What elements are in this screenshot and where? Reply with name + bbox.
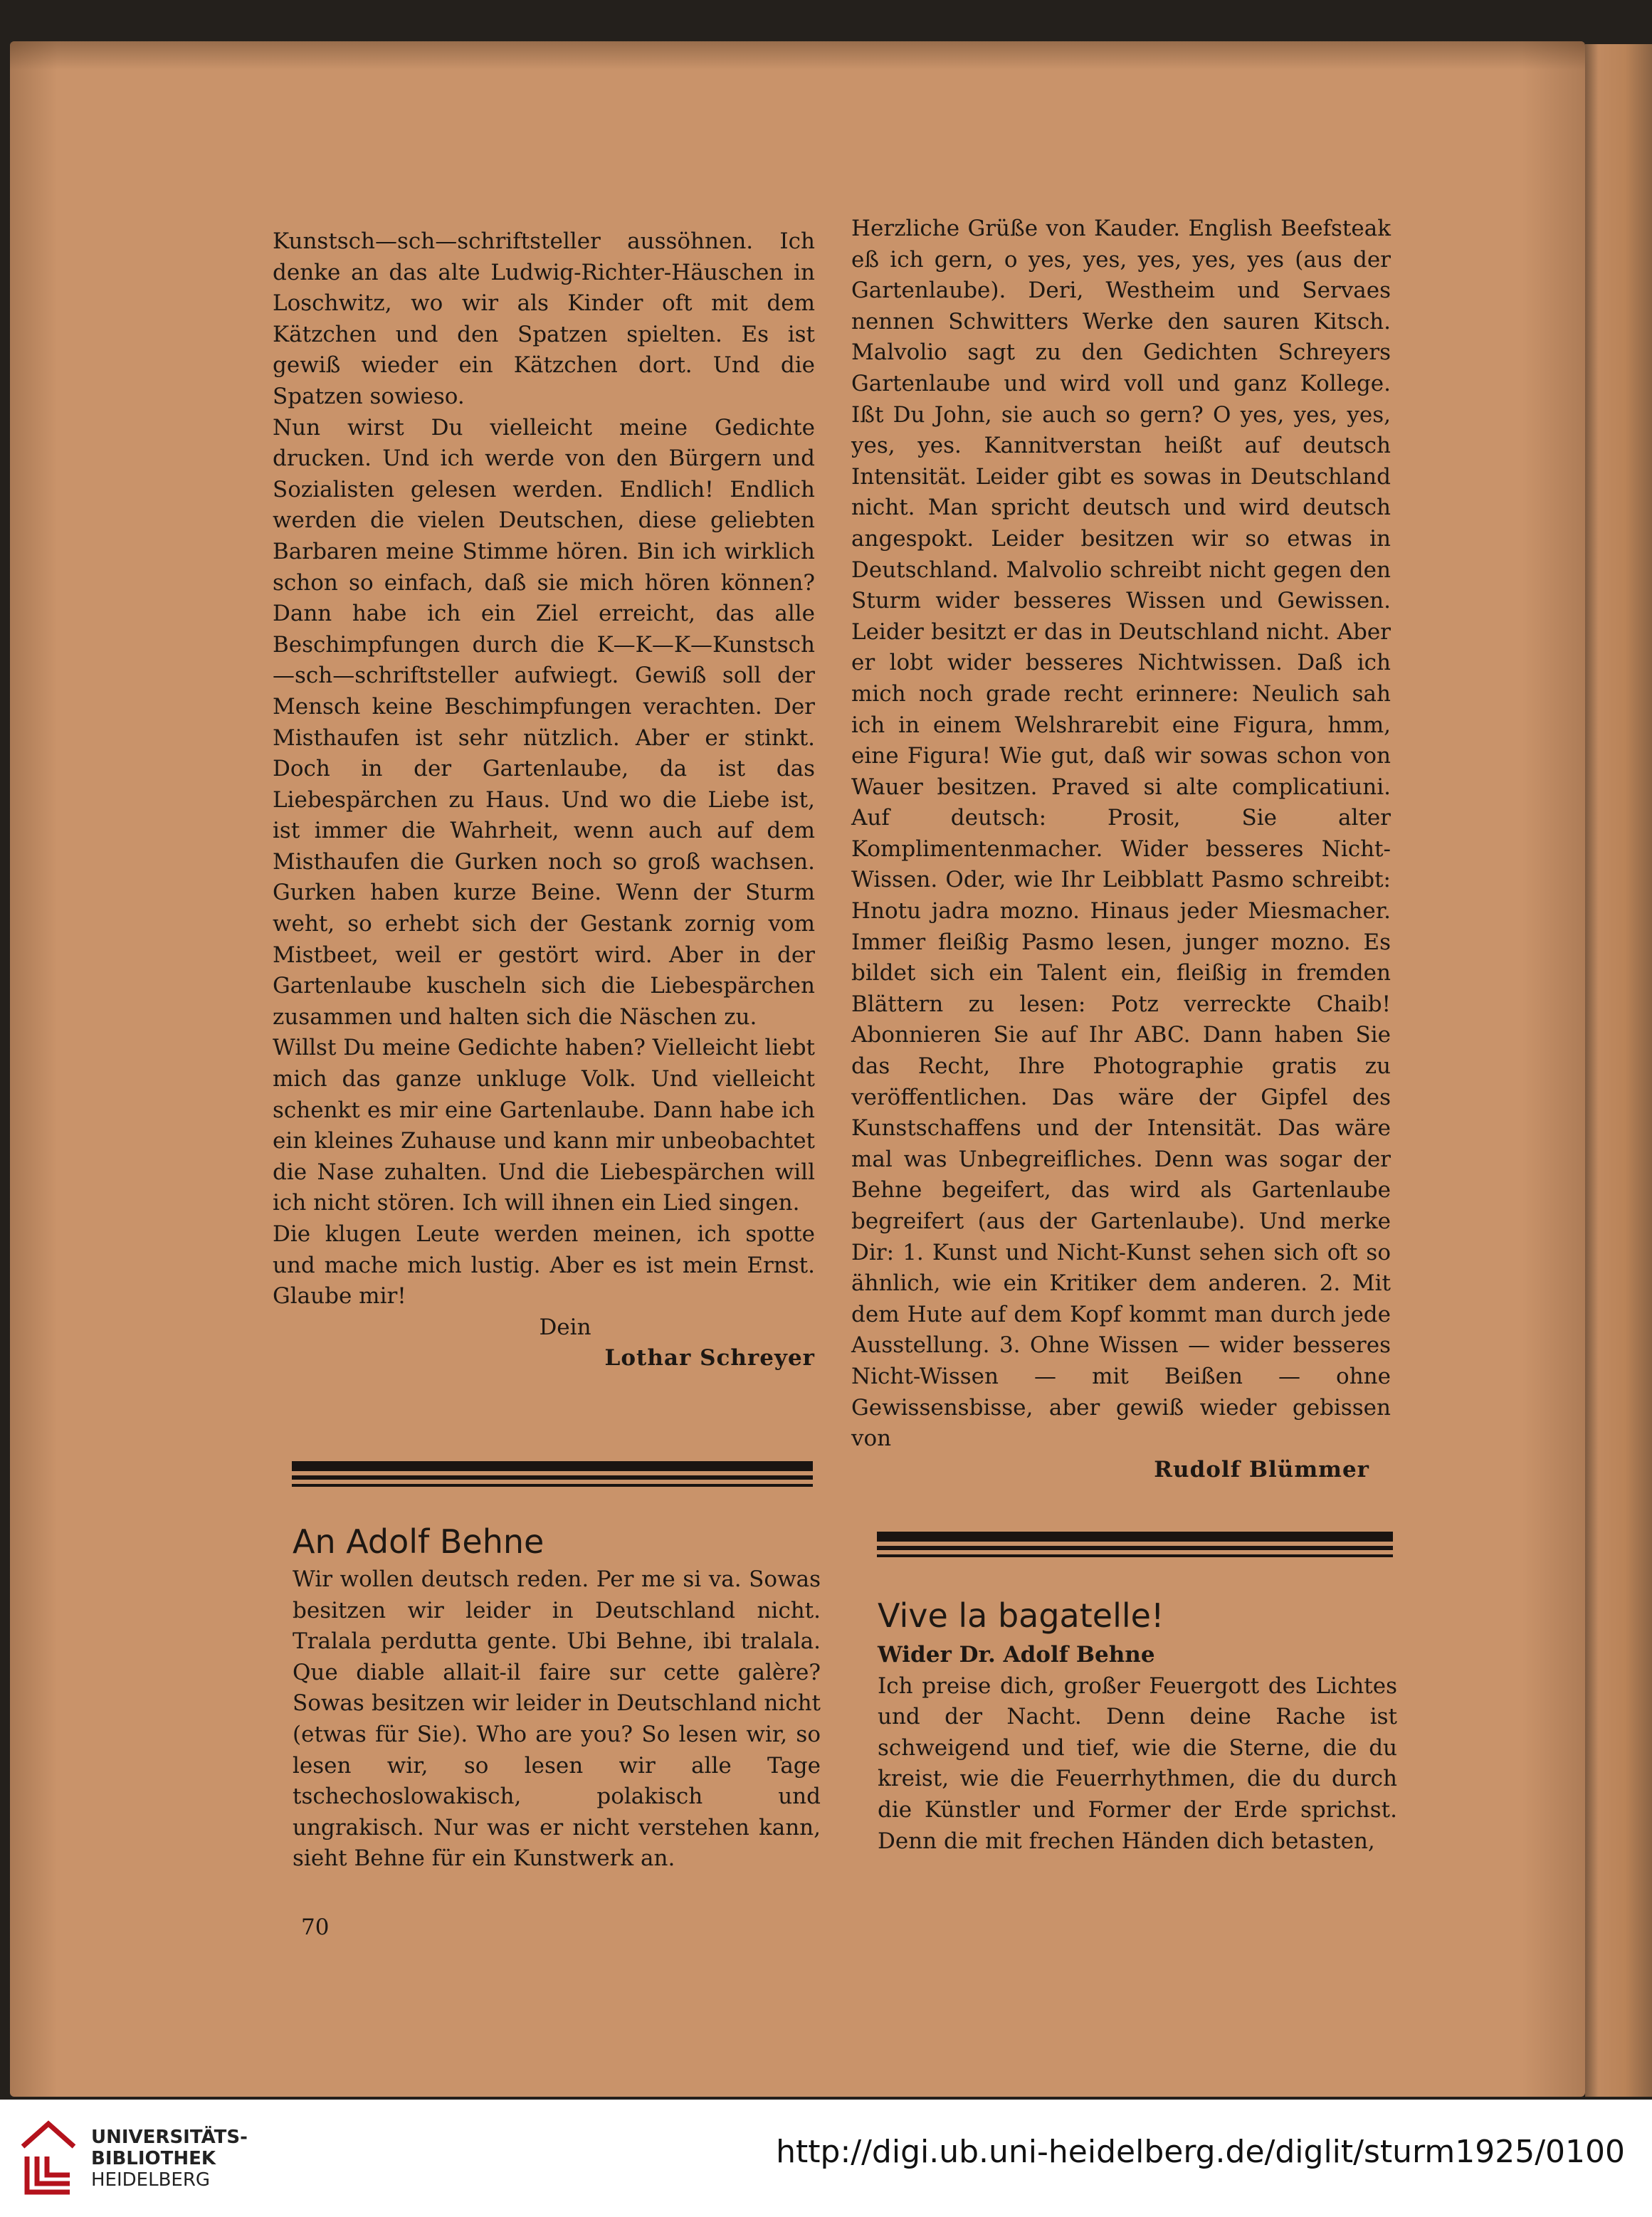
left-paragraph-4: Die klugen Leute werden meinen, ich spotte und mache mich lustig. Aber es ist mein Ernst. Glaube mir! xyxy=(273,1221,815,1310)
digitization-footer xyxy=(0,2100,1652,2217)
left-divider-thick xyxy=(292,1461,813,1471)
right-paragraph-1: Herzliche Grüße von Kauder. English Beefsteak eß ich gern, o yes, yes, yes, yes, yes (aus der Gartenlaube). Deri, Westheim und Servaes nennen Schwitters Werke den sauren Kitsch. Malvolio sagt zu den Gedichten Schreyers Gartenlaube und wird voll und ganz Kollege. Ißt Du John, sie auch so gern? O yes, yes, yes, yes, yes. Kannitverstan heißt auf deutsch Intensität. Leider gibt es sowas in Deutschland nicht. Man spricht deutsch und wird deutsch angespokt. Leider besitzen wir so etwas in Deutschland. Malvolio schreibt nicht gegen den Sturm wider besseres Wissen und Gewissen. Leider besitzt er das in Deutschland nicht. Aber er lobt wider besseres Nichtwissen. Daß ich mich noch grade recht erinnere: Neulich sah ich in einem Welshrarebit eine Figura, hmm, eine Figura! Wie gut, daß wir sowas schon von Wauer besitzen. Praved si alte complicatiuni. Auf deutsch: Prosit, Sie alter Komplimentenmacher. Wider besseres Nicht-Wissen. Oder, wie Ihr Leibblatt Pasmo schreibt: Hnotu jadra mozno. Hinaus jeder Miesmacher. Immer fleißig Pasmo lesen, junger mozno. Es bildet sich ein Talent ein, fleißig in fremden Blättern zu lesen: Potz verreckte Chaib! Abonnieren Sie auf Ihr ABC. Dann haben Sie das Recht, Ihre Photographie gratis zu veröffentlichen. Das wäre der Gipfel des Kunstschaffens und der Intensität. Das wäre mal was Unbegreifliches. Denn was sogar der Behne begeifert, das wird als Gartenlaube begreifert (aus der Gartenlaube). Und merke Dir: 1. Kunst und Nicht-Kunst sehen sich oft so ähnlich, wie ein Kritiker dem anderen. 2. Mit dem Hute auf dem Kopf kommt man durch jede Ausstellung. 3. Ohne Wissen — wider besseres Nicht-Wissen — mit Beißen — ohne Gewissensbisse, aber gewiß wieder gebissen von xyxy=(851,216,1391,1452)
article-subtitle: Wider Dr. Adolf Behne xyxy=(878,1642,1155,1668)
signature-bluemmer: Rudolf Blümmer xyxy=(1154,1456,1369,1483)
left-paragraph-1: Kunstsch—sch—schriftsteller aussöhnen. Ich denke an das alte Ludwig-Richter-Häuschen in Loschwitz, wo wir als Kinder oft mit dem Kätzchen und den Spatzen spielten. Es ist gewiß wieder ein Kätzchen dort. Und die Spatzen sowieso. xyxy=(273,228,815,409)
signature-schreyer: Lothar Schreyer xyxy=(604,1345,815,1371)
article-title-an-adolf-behne: An Adolf Behne xyxy=(293,1522,544,1561)
left-paragraph-3: Willst Du meine Gedichte haben? Vielleicht liebt mich das ganze unkluge Volk. Und vielleicht schenkt es mir eine Gartenlaube. Dann habe ich ein kleines Zuhause und kann mir unbeobachtet die Nase zuhalten. Und die Liebespärchen will ich nicht stören. Ich will ihnen ein Lied singen. xyxy=(273,1035,816,1216)
library-name xyxy=(91,2127,248,2191)
left-article-2-text: Wir wollen deutsch reden. Per me si va. Sowas besitzen wir leider in Deutschland nicht. Tralala perdutta gente. Ubi Behne, ibi tralala. Que diable allait-il faire sur cette galère? Sowas besitzen wir leider in Deutschland nicht (etwas für Sie). Who are you? So lesen wir, so lesen wir, so lesen wir alle Tage tschechoslowakisch, polakisch und ungrakisch. Nur was er nicht verstehen kann, sieht Behne für ein Kunstwerk an. xyxy=(293,1566,821,1872)
right-article-2-text: Ich preise dich, großer Feuergott des Lichtes und der Nacht. Denn deine Rache ist schweigend und tief, wie die Sterne, die du kreist, wie die Feuerrhythmen, die du durch die Künstler und Former der Erde sprichst. Denn die mit frechen Händen dich betasten, xyxy=(878,1673,1397,1854)
library-name-line-3: HEIDELBERG xyxy=(91,2169,211,2191)
left-paragraph-2: Nun wirst Du vielleicht meine Gedichte drucken. Und ich werde von den Bürgern und Sozialisten gelesen werden. Endlich! Endlich werden die vielen Deutschen, diese geliebten Barbaren meine Stimme hören. Bin ich wirklich schon so einfach, daß sie mich hören können? Dann habe ich ein Ziel erreicht, das alle Beschimpfungen durch die K—K—K—Kunstsch—sch—schriftsteller aufwiegt. Gewiß soll der Mensch keine Beschimpfungen verachten. Der Misthaufen ist sehr nützlich. Aber er stinkt. Doch in der Gartenlaube, da ist das Liebespärchen zu Haus. Und wo die Liebe ist, ist immer die Wahrheit, wenn auch auf dem Misthaufen die Gurken noch so groß wachsen. Gurken haben kurze Beine. Wenn der Sturm weht, so erhebt sich der Gestank zornig vom Mistbeet, weil er gestört wird. Aber in der Gartenlaube kuscheln sich die Liebespärchen zusammen und halten sich die Näschen zu. xyxy=(273,414,815,1030)
right-divider-thin xyxy=(877,1546,1393,1550)
left-article-2 xyxy=(293,1519,821,1875)
library-name-line-1: UNIVERSITÄTS- xyxy=(91,2127,248,2148)
right-divider-thick xyxy=(877,1532,1393,1542)
source-url-link[interactable]: http://digi.ub.uni-heidelberg.de/diglit/sturm1925/0100 xyxy=(776,2134,1625,2170)
library-name-line-2: BIBLIOTHEK xyxy=(91,2148,216,2169)
left-column xyxy=(273,226,815,1374)
closing-word: Dein xyxy=(539,1314,591,1340)
right-column xyxy=(851,214,1391,1485)
facing-page-edge xyxy=(1585,44,1652,2097)
left-divider-thin-2 xyxy=(292,1484,813,1487)
page-number: 70 xyxy=(301,1915,330,1940)
left-divider-thin xyxy=(292,1475,813,1480)
page-shadow xyxy=(10,41,1585,70)
article-title-vive-la-bagatelle: Vive la bagatelle! xyxy=(878,1596,1164,1635)
right-article-2 xyxy=(878,1591,1397,1857)
right-divider-thin-2 xyxy=(877,1554,1393,1557)
university-library-logo-icon xyxy=(17,2118,80,2198)
